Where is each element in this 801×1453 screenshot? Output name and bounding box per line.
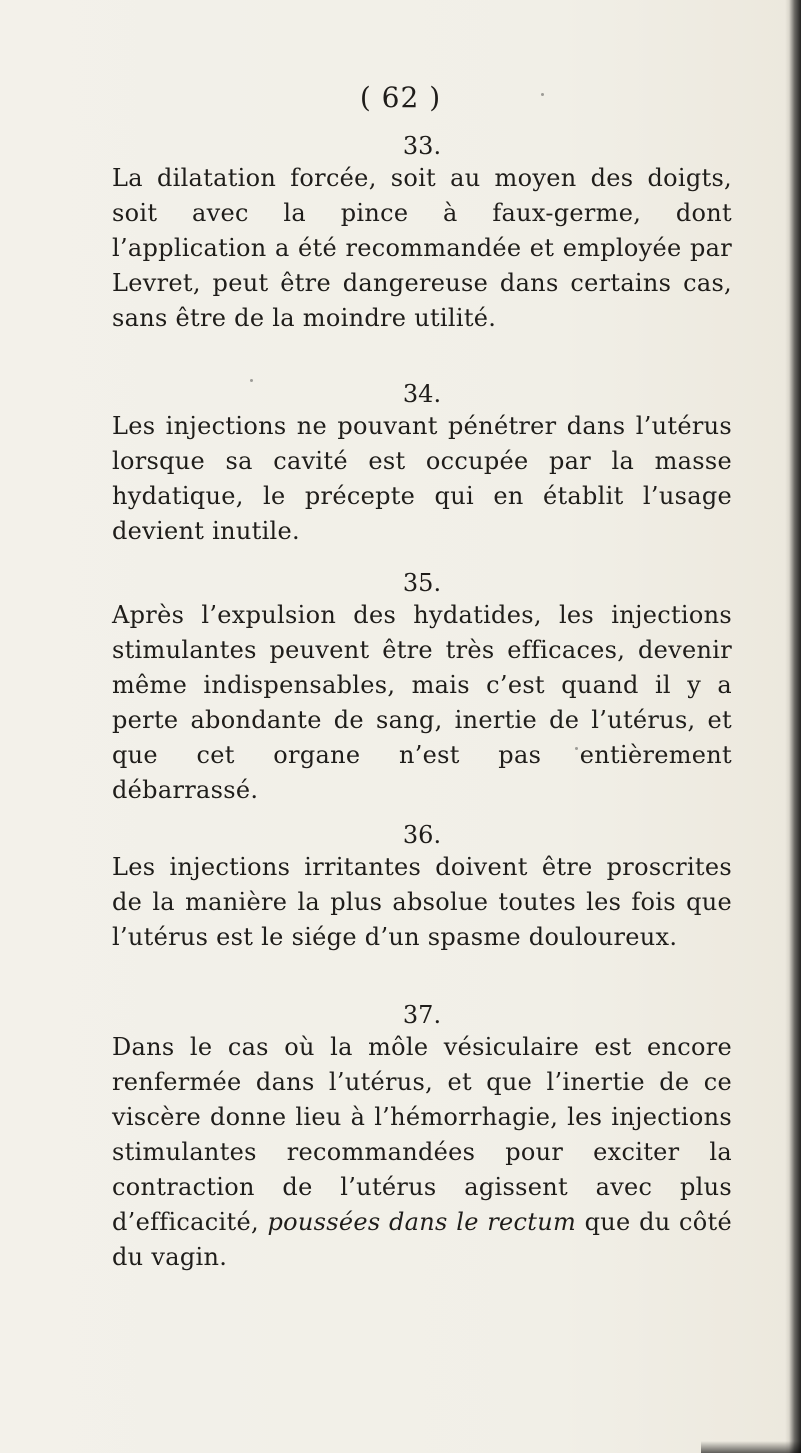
page-edge-shadow: [785, 0, 801, 1453]
page-corner-shadow: [701, 1441, 801, 1453]
section-paragraph: Les injections irritantes doivent être proscrites de la manière la plus absolue toutes les fois que l’utérus est le siége d’un spasme douloureux.: [112, 852, 732, 951]
section-35: [112, 569, 732, 808]
section-36: [112, 821, 732, 955]
italic-phrase: poussées dans le rectum: [267, 1207, 577, 1236]
section-number: 36.: [402, 821, 442, 849]
section-paragraph: La dilatation forcée, soit au moyen des doigts, soit avec la pince à faux-germe, dont l’application a été recommandée et employée par Levret, peut être dangereuse dans certains cas, sans être de la moindre utilité.: [112, 163, 732, 332]
section-number: 35.: [402, 569, 442, 597]
paragraph-text: que du côté du vagin.: [112, 1207, 732, 1271]
section-37: [112, 1001, 732, 1275]
section-number: 33.: [402, 132, 442, 160]
section-number: 34.: [402, 380, 442, 408]
section-paragraph: [112, 1030, 732, 1275]
section-paragraph: Après l’expulsion des hydatides, les injections stimulantes peuvent être très efficaces, devenir même indispensables, mais c’est quand il y a perte abondante de sang, inertie de l’utérus, et que cet organe n’est pas entièrement débarrassé.: [112, 600, 732, 804]
section-paragraph: Les injections ne pouvant pénétrer dans l’utérus lorsque sa cavité est occupée par la masse hydatique, le précepte qui en établit l’usage devient inutile.: [112, 411, 732, 545]
section-33: [112, 132, 732, 336]
page-number: ( 62 ): [359, 81, 442, 114]
paragraph-text: Dans le cas où la môle vésiculaire est encore renfermée dans l’utérus, et que l’inertie de ce viscère donne lieu à l’hémorrhagie, les injections stimulantes recommandées pour exciter la contraction de l’utérus agissent avec plus d’efficacité,: [112, 1032, 732, 1236]
section-34: [112, 380, 732, 549]
section-number: 37.: [402, 1001, 442, 1029]
